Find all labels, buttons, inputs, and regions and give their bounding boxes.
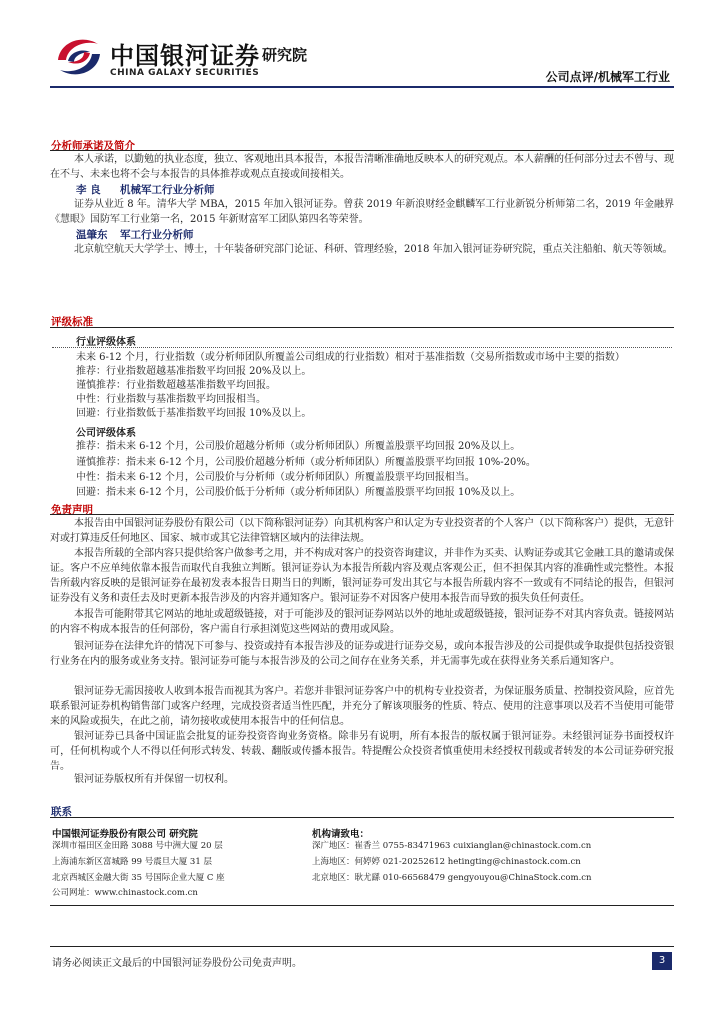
- contact-company-heading: 中国银河证券股份有限公司 研究院: [52, 829, 198, 840]
- industry-rating-line: 推荐：行业指数超越基准指数平均回报 20%及以上。: [76, 366, 312, 377]
- industry-heading-underline: [52, 347, 672, 348]
- analyst-title-1: 机械军工行业分析师: [120, 184, 215, 196]
- contact-address-line: 北京西城区金融大街 35 号国际企业大厦 C 座: [52, 873, 225, 883]
- header-divider: [50, 86, 674, 88]
- rating-section-title: 评级标准: [51, 316, 93, 328]
- disclaimer-paragraph: 银河证券无需因接收人收到本报告而视其为客户。若您并非银河证券客户中的机构专业投资者，为保证服务质量、控制投资风险，应首先联系银河证券机构销售部门或客户经理，完成投资者适当性匹配，并充分了解该项服务的性质、特点、使用的注意事项以及若不当使用可能带来的风险或损失，在此之前，请勿接收或使用本报告中的任何信息。: [50, 686, 674, 727]
- analyst-section-title: 分析师承诺及简介: [51, 140, 135, 152]
- disclaimer-paragraph: 银河证券已具备中国证监会批复的证券投资咨询业务资格。除非另有说明，所有本报告的版权属于银河证券。未经银河证券书面授权许可，任何机构或个人不得以任何形式转发、转载、翻版或传播本报告。特提醒公众投资者慎重使用未经授权刊载或者转发的本公司证券研究报告。: [50, 731, 674, 772]
- disclaimer-section-divider: [50, 514, 674, 515]
- analyst-section-divider: [50, 150, 674, 151]
- disclaimer-paragraph: 银河证券在法律允许的情况下可参与、投资或持有本报告涉及的证券或进行证券交易，或向本报告涉及的公司提供或争取提供包括投资银行业务在内的服务或业务支持。银河证券可能与本报告涉及的公司之间存在业务关系，并无需事先或在获得业务关系后通知客户。: [50, 641, 674, 667]
- company-rating-line: 谨慎推荐：指未来 6-12 个月，公司股价超越分析师（或分析师团队）所覆盖股票平均回报 10%-20%。: [76, 457, 536, 468]
- rating-section-divider: [50, 327, 674, 328]
- disclaimer-section-title: 免责声明: [51, 504, 93, 516]
- contact-sales-heading: 机构请致电：: [312, 829, 370, 840]
- analyst-bio-1: 证券从业近 8 年。清华大学 MBA，2015 年加入银河证券。曾获 2019 年新浪财经金麒麟军工行业新锐分析师第二名，2019 年金融界《慧眼》国防军工行业第一名，2015 年新财富军工团队第四名等荣誉。: [50, 199, 674, 225]
- contact-sales-line: 上海地区：何婷婷 021-20252612 hetingting@chinastock.com.cn: [312, 857, 581, 867]
- footer-divider: [50, 946, 674, 947]
- company-logo: [52, 30, 332, 86]
- industry-rating-line: 回避：行业指数低于基准指数平均回报 10%及以上。: [76, 408, 312, 419]
- contact-sales-line: 深广地区：崔香兰 0755-83471963 cuixianglan@chinastock.com.cn: [312, 841, 592, 851]
- industry-rating-line: 中性：行业指数与基准指数平均回报相当。: [76, 394, 266, 405]
- analyst-name-1: 李 良: [76, 184, 101, 196]
- industry-rating-line: 谨慎推荐：行业指数超越基准指数平均回报。: [76, 380, 276, 391]
- analyst-bio-2: 北京航空航天大学学士、博士，十年装备研究部门论证、科研、管理经验，2018 年加入银河证券研究院，重点关注船舶、航天等领域。: [74, 244, 673, 255]
- company-rating-line: 回避：指未来 6-12 个月，公司股价低于分析师（或分析师团队）所覆盖股票平均回报 10%及以上。: [76, 487, 521, 498]
- footer-disclaimer-notice: 请务必阅读正文最后的中国银河证券股份公司免责声明。: [52, 958, 302, 969]
- disclaimer-paragraph: 本报告所载的全部内容只提供给客户做参考之用，并不构成对客户的投资咨询建议，并非作为买卖、认购证券或其它金融工具的邀请或保证。客户不应单纯依靠本报告而取代自我独立判断。银河证券认为本报告所载内容及观点客观公正，但不担保其内容的准确性或完整性。本报告所载内容反映的是银河证券在最初发表本报告日期当日的判断，银河证券可发出其它与本报告所载内容不一致或有不同结论的报告，但银河证券没有义务和责任去及时更新本报告涉及的内容并通知客户。银河证券不对因客户使用本报告而导致的损失负任何责任。: [50, 548, 674, 604]
- brand-name-en: CHINA GALAXY SECURITIES: [110, 68, 260, 78]
- industry-rating-intro: 未来 6-12 个月，行业指数（或分析师团队所覆盖公司组成的行业指数）相对于基准指数（交易所指数或市场中主要的指数）: [76, 352, 625, 363]
- report-type-label: 公司点评/机械军工行业: [545, 70, 670, 84]
- analyst-statement: 本人承诺，以勤勉的执业态度，独立、客观地出具本报告，本报告清晰准确地反映本人的研究观点。本人薪酬的任何部分过去不曾与、现在不与、未来也将不会与本报告的具体推荐或观点直接或间接相关。: [50, 154, 674, 180]
- disclaimer-paragraph: 本报告由中国银河证券股份有限公司（以下简称银河证券）向其机构客户和认定为专业投资者的个人客户（以下简称客户）提供，无意针对或打算违反任何地区、国家、城市或其它法律管辖区域内的法律法规。: [50, 518, 674, 544]
- page-number: 3: [652, 952, 672, 970]
- brand-institute: 研究院: [262, 46, 308, 64]
- company-website: 公司网址：www.chinastock.com.cn: [52, 888, 198, 898]
- disclaimer-paragraph: 银河证券版权所有并保留一切权利。: [74, 774, 234, 785]
- company-rating-line: 推荐：指未来 6-12 个月，公司股价超越分析师（或分析师团队）所覆盖股票平均回报 20%及以上。: [76, 441, 521, 452]
- analyst-name-2: 温肇东: [76, 229, 108, 241]
- brand-name-cn: 中国银河证券: [110, 42, 260, 70]
- contact-section-divider: [50, 817, 674, 818]
- company-rating-line: 中性：指未来 6-12 个月，公司股价与分析师（或分析师团队）所覆盖股票平均回报相当。: [76, 472, 475, 483]
- contact-address-line: 深圳市福田区金田路 3088 号中洲大厦 20 层: [52, 841, 223, 851]
- contact-sales-line: 北京地区：耿尤繇 010-66568479 gengyouyou@ChinaStock.com.cn: [312, 873, 592, 883]
- contact-section-title: 联系: [51, 806, 72, 818]
- contact-address-line: 上海浦东新区富城路 99 号震旦大厦 31 层: [52, 857, 212, 867]
- industry-rating-heading: 行业评级体系: [76, 337, 136, 348]
- galaxy-swirl-logo-icon: [52, 30, 106, 84]
- contact-bottom-divider: [50, 905, 674, 906]
- disclaimer-paragraph: 本报告可能附带其它网站的地址或超级链接，对于可能涉及的银河证券网站以外的地址或超级链接，银河证券不对其内容负责。链接网站的内容不构成本报告的任何部份，客户需自行承担浏览这些网站的费用或风险。: [50, 609, 674, 635]
- analyst-title-2: 军工行业分析师: [120, 229, 194, 241]
- company-rating-heading: 公司评级体系: [76, 428, 136, 439]
